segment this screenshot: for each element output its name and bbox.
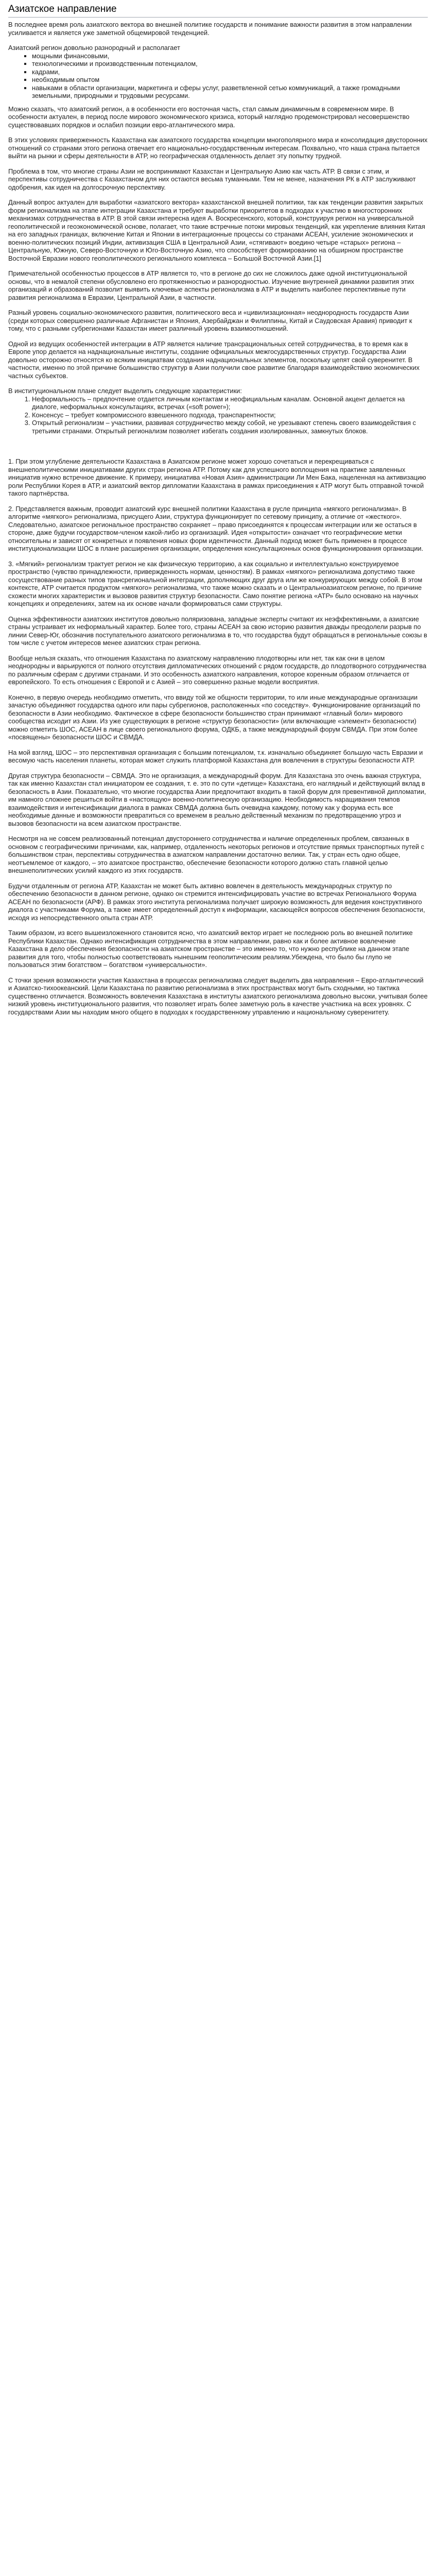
article — [0, 0, 436, 1028]
paragraph-last: С точки зрения возможности участия Казахстана в процессах регионализма следует выделить два направления – Евро-атлантический и Азиатско-тихоокеанский. Цели Казахстана по развитию регионализма в этих пространствах могут быть сходными, но тактика существенно отличается. Возможность вовлечения Казахстана в институты азиатского регионализма довольно высоки, учитывая более низкий уровень институционального развития, что позволяет играть более заметную роль в качестве участника на всех уровнях. С государствами Азии мы находим много общего в подходах к государственному управлению и национальному суверенитету. — [8, 976, 428, 1016]
features-list — [8, 395, 428, 435]
page-title: Азиатское направление — [8, 3, 428, 18]
list-item: ▪ кадрами, — [32, 68, 428, 76]
paragraph-eval-2: Вообще нельзя сказать, что отношения Казахстана по азиатскому направлению плодотворны или нет, так как они в целом неоднородны и варьируются от полного отсутствия дипломатических отношений с рядом государств, до плодотворного сотрудничества по различным сферам с другими странами. И это особенность азиатского направления, которое коренным образом отличается от европейского. То есть отношения с Европой и с Азией – это совершенно разные модели восприятия. — [8, 654, 427, 686]
paragraph-features-intro: В институциональном плане следует выделить следующие характеристики: — [8, 387, 242, 395]
list-item: ▪ необходимым опытом — [32, 76, 428, 84]
paragraph-problem: Проблема в том, что многие страны Азии не воспринимают Казахстан и Центральную Азию как часть АТР. В связи с этим, и перспективы сотрудничества с Казахстаном для них остаются весьма туманными. Тем не менее, назначения РК в АТР заслуживают одобрения, как идея на долгосрочную перспективу. — [8, 167, 416, 191]
paragraph-cica: Другая структура безопасности – СВМДА. Это не организация, а международный форум. Для Казахстана это очень важная структура, так как именно Казахстан стал инициатором ее создания, т. е. это по сути «детище» Казахстана, его наглядный и действующий вклад в безопасность в Азии. Показательно, что многие государства Азии предпочитают входить в такой форум для превентивной дипломатии, им намного сложнее решиться войти в «настоящую» военно-политическую организацию. Необходимость наращивания темпов взаимодействия и интенсификации диалога в рамках СВМДА должна быть очевидна каждому, потому как у форума есть все необходимые данные и возможности превратиться со временем в реально действенный механизм по предотвращению угроз и вызовов безопасности на всем азиатском пространстве. — [8, 771, 426, 827]
list-item: 3. Открытый регионализм – участники, развивая сотрудничество между собой, не урезывают степень своего взаимодействия с третьими странами. Открытый регионализм позволяет избегать создания изолированных, замкнутых блоков. — [32, 419, 428, 435]
paragraph-region-intro: Азиатский регион довольно разнородный и располагает — [8, 44, 180, 52]
paragraph-kz-vector: В этих условиях приверженность Казахстана как азиатского государства концепции многополярного мира и консолидация двусторонних отношений со странами этого региона отвечает его национально-государственным интересам. Похвально, что наша страна пытается выйти на рынки и сферы деятельности в АТР, но географическая отдаленность делает эту попытку трудной. — [8, 136, 428, 160]
paragraph-eval-3: Конечно, в первую очередь необходимо отметить, что ввиду той же общности территории, то или иные международные организации зачастую объединяют государства одного или пары субрегионов, расположенных «по соседству». Функционирование организаций по безопасности в Азии необходимо. Фактическое в сфере безопасности большинство стран принимают «главный боли» мирового сообщества исходит из Азии. Из уже существующих в регионе «структур безопасности» (или включающие «элемент» безопасности) можно отметить ШОС, АСЕАН в лице своего регионального форума, ОДКБ, а также международный форум СВМДА. При этом более «посвящены» безопасности ШОС и СВМДА. — [8, 693, 421, 741]
paragraph-eval-4: На мой взгляд, ШОС – это перспективная организация с большим потенциалом, т.к. изначально объединяет большую часть Евразии и весомую часть населения планеты, которая может служить платформой Казахстана для вовлечения в структуры безопасности АТР. — [8, 748, 423, 764]
paragraph-eval: Оценка эффективности азиатских институтов довольно поляризована, западные эксперты считают их неэффективными, а азиатские страны устраивает их неформальный характер. Более того, страны АСЕАН за свою историю развития дважды преодолели разрыв по линии Север-Юг, обозначив поступательного азиатского регионализма в то, что государства будут обращаться в региональные союзы в том числе с учетом интересов менее азиатских стран региона. — [8, 615, 427, 647]
paragraph-point-1: 1. При этом углубление деятельности Казахстана в Азиатском регионе может хорошо сочетаться и перекрещиваться с внешнеполитическими инициативами других стран региона АТР. Потому как для успешного воплощения на практике заявленных инициатив нужно встречное движение. К примеру, инициатива «Новая Азия» администрации Ли Мен Бака, нацеленная на активизацию роли Республики Корея в АТР, и азиатский вектор дипломатии Казахстана в рамках присоединения к АТР могут быть отправной точкой такого партнёрства. — [8, 457, 426, 497]
list-item: 2. Консенсус – требует компромиссного взвешенного подхода, транспарентности; — [32, 411, 428, 419]
list-item: ▪ технологическими и производственным потенциалом, — [32, 60, 428, 68]
paragraph-question: Данный вопрос актуален для выработки «азиатского вектора» казахстанской внешней политики, так как тенденции развития закрытых форм регионализма на этапе интеграции Казахстана и требуют выработки приоритетов в подходах к участию в многосторонних механизмах сотрудничества в АТР. В этой связи интересна идея А. Воскресенского, который, конструируя регион на универсальной геополитической и геоэкономической основе, полагает, что такие встречные потоки мировых тенденций, как укрепление влияния Китая на его западных границах, включение Китая и Японии в интеграционные процессы со странами АСЕАН, усиление экономических и военно-политических позиций Индии, активизация США в Центральной Азии, «стягивают» воедино четыре «старых» региона – Центральную, Южную, Северо-Восточную и Юго-Восточную Азию, что способствует формированию на обширном пространстве Восточной Евразии нового геополитического регионального комплекса – Большой Восточной Азии.[1] — [8, 198, 425, 262]
paragraph-final: Таким образом, из всего вышеизложенного становится ясно, что азиатский вектор играет не последнюю роль во внешней политике Республики Казахстан. Однако интенсификация сотрудничества в этом направлении, равно как и более активное вовлечение Казахстана в дело обеспечения безопасности на азиатском пространстве – это именно то, что нужно республике на данном этапе развития для того, чтобы полностью соответствовать нынешним геополитическим реалиям.Убеждена, что было бы глупо не пользоваться этим богатством – богатством «универсальности». — [8, 929, 413, 969]
region-resource-list — [8, 52, 428, 100]
paragraph-specific: Одной из ведущих особенностей интеграции в АТР является наличие трансрациональных сетей сотрудничества, в то время как в Европе упор делается на наднациональные институты, создание официальных межгосударственных структур. Государства Азии довольно осторожно относятся ко всяким инициатвам создания наднациональных элементов, поскольку цепят свой суверенитет. В частности, именно по этой причине большинство структур в Азии получили свое развитие благодаря взаимодействию экономических частных субъектов. — [8, 340, 420, 380]
paragraph-prospects: Несмотря на не совсем реализованный потенциал двустороннего сотрудничества и наличие определенных проблем, связанных в основном с географическими причинами, как, например, отдаленность некоторых регионов и отсутствие прямых транспортных путей с большинством стран, перспективы сотрудничества в азиатском направлении достаточно велики. Так, у стран есть одно общее, неотъемлемое от каждого, – это азиатское пространство, обеспечение безопасности которого должно стать главной целью внешнеполитических усилий каждого из этих государств. — [8, 835, 425, 874]
paragraph-point-3: 3. «Мягкий» регионализм трактует регион не как физическую территорию, а как социально и интеллектуально конструируемое пространство (чувство принадлежности, привержденность нормам, ценностям). В рамках «мягкого» регионализма допустимо также сосуществование разных типов трансрегиональной интеграции, дополняющих друг друга или же конкурирующих между собой. В этом контексте, АТР считается продуктом «мягкого» регионализма, что также можно сказать и о Центральноазиатском регионе, по причине схожести многих характеристик и вызовов развития структур безопасности. Само понятие региона «АТР» было основано на научных концепциях и определениях, затем на их основе начали формироваться сами структуры. — [8, 560, 423, 607]
list-item: ▪ навыками в области организации, маркетинга и сферы услуг, разветвленной сетью коммуникаций, а также громадными земельными, природными и трудовыми ресурсами. — [32, 84, 428, 100]
list-item: ▪ мощными финансовыми, — [32, 52, 428, 60]
paragraph-char: Примечательной особенностью процессов в АТР является то, что в регионе до сих не сложилось даже одной институциональной основы, что в немалой степени обусловлено его протяженностью и разнородностью. Изучение внутренней динамики развития этих организаций и образований позволит выявить ключевые аспекты регионализма в АТР и выделить наиболее перспективные пути развития регионализма в Евразии, Центральной Азии, в частности. — [8, 269, 414, 301]
paragraph-hub: Можно сказать, что азиатский регион, а в особенности его восточная часть, стал самым динамичным в современном мире. В особенности актуален, в период после мирового экономического кризиса, который наглядно продемонстрировал несовершенство существовавших порядков и ослабил позиции евро-атлантического мира. — [8, 105, 410, 129]
list-item: 1. Неформальность – предпочтение отдается личным контактам и неофициальным каналам. Основной акцент делается на диалоге, неформальных консультациях, встречах («soft power»); — [32, 395, 428, 411]
paragraph-intro: В последнее время роль азиатского вектора во внешней политике государств и понимание важности развития в этом направлении усиливается и является уже заметной общемировой тенденцией. — [8, 21, 412, 37]
paragraph-diverse: Разный уровень социально-экономического развития, политического веса и «цивилизационная» неоднородность государств Азии (среди которых совершенно различные Афганистан и Япония, Азербайджан и Филиппины, Китай и Саудовская Аравия) приводит к тому, что с разными субрегионами Казахстан имеет различный уровень взаимоотношений. — [8, 309, 412, 332]
paragraph-point-2: 2. Представляется важным, проводит азиатский курс внешней политики Казахстана в русле принципа «мягкого регионализма». В алгоритме «мягкого» регионализма, присущего Азии, структура функционирует по сетевому принципу, а отличие от «жесткого». Следовательно, азиатское региональное пространство сохраняет – право присоединятся к процессам интеграции или же остаться в стороне, даже будучи государством-членом какой-либо из организаций. Идея «открытости» означает что географические метки относительны и зависят от конкретных и появления новых форм идентичности. Данный подход может быть применен в процессе институционализации ШОС в плане расширения организации, определения консультационных основ функционирования организации. — [8, 504, 424, 552]
paragraph-arf: Будучи отдаленным от региона АТР, Казахстан не может быть активно вовлечен в деятельность международных структур по обеспечению безопасности в данном регионе, однако он стремится интенсифицировать участие во встречах Регионального Форума АСЕАН по безопасности (АРФ). В рамках этого института регионализма получает широкую возможность для ведения конструктивного диалога с участниками Форума, а также имеет определенный доступ к информации, касающейся вопросов обеспечения безопасности, исходя из непосредственного опыта стран АТР. — [8, 882, 425, 922]
